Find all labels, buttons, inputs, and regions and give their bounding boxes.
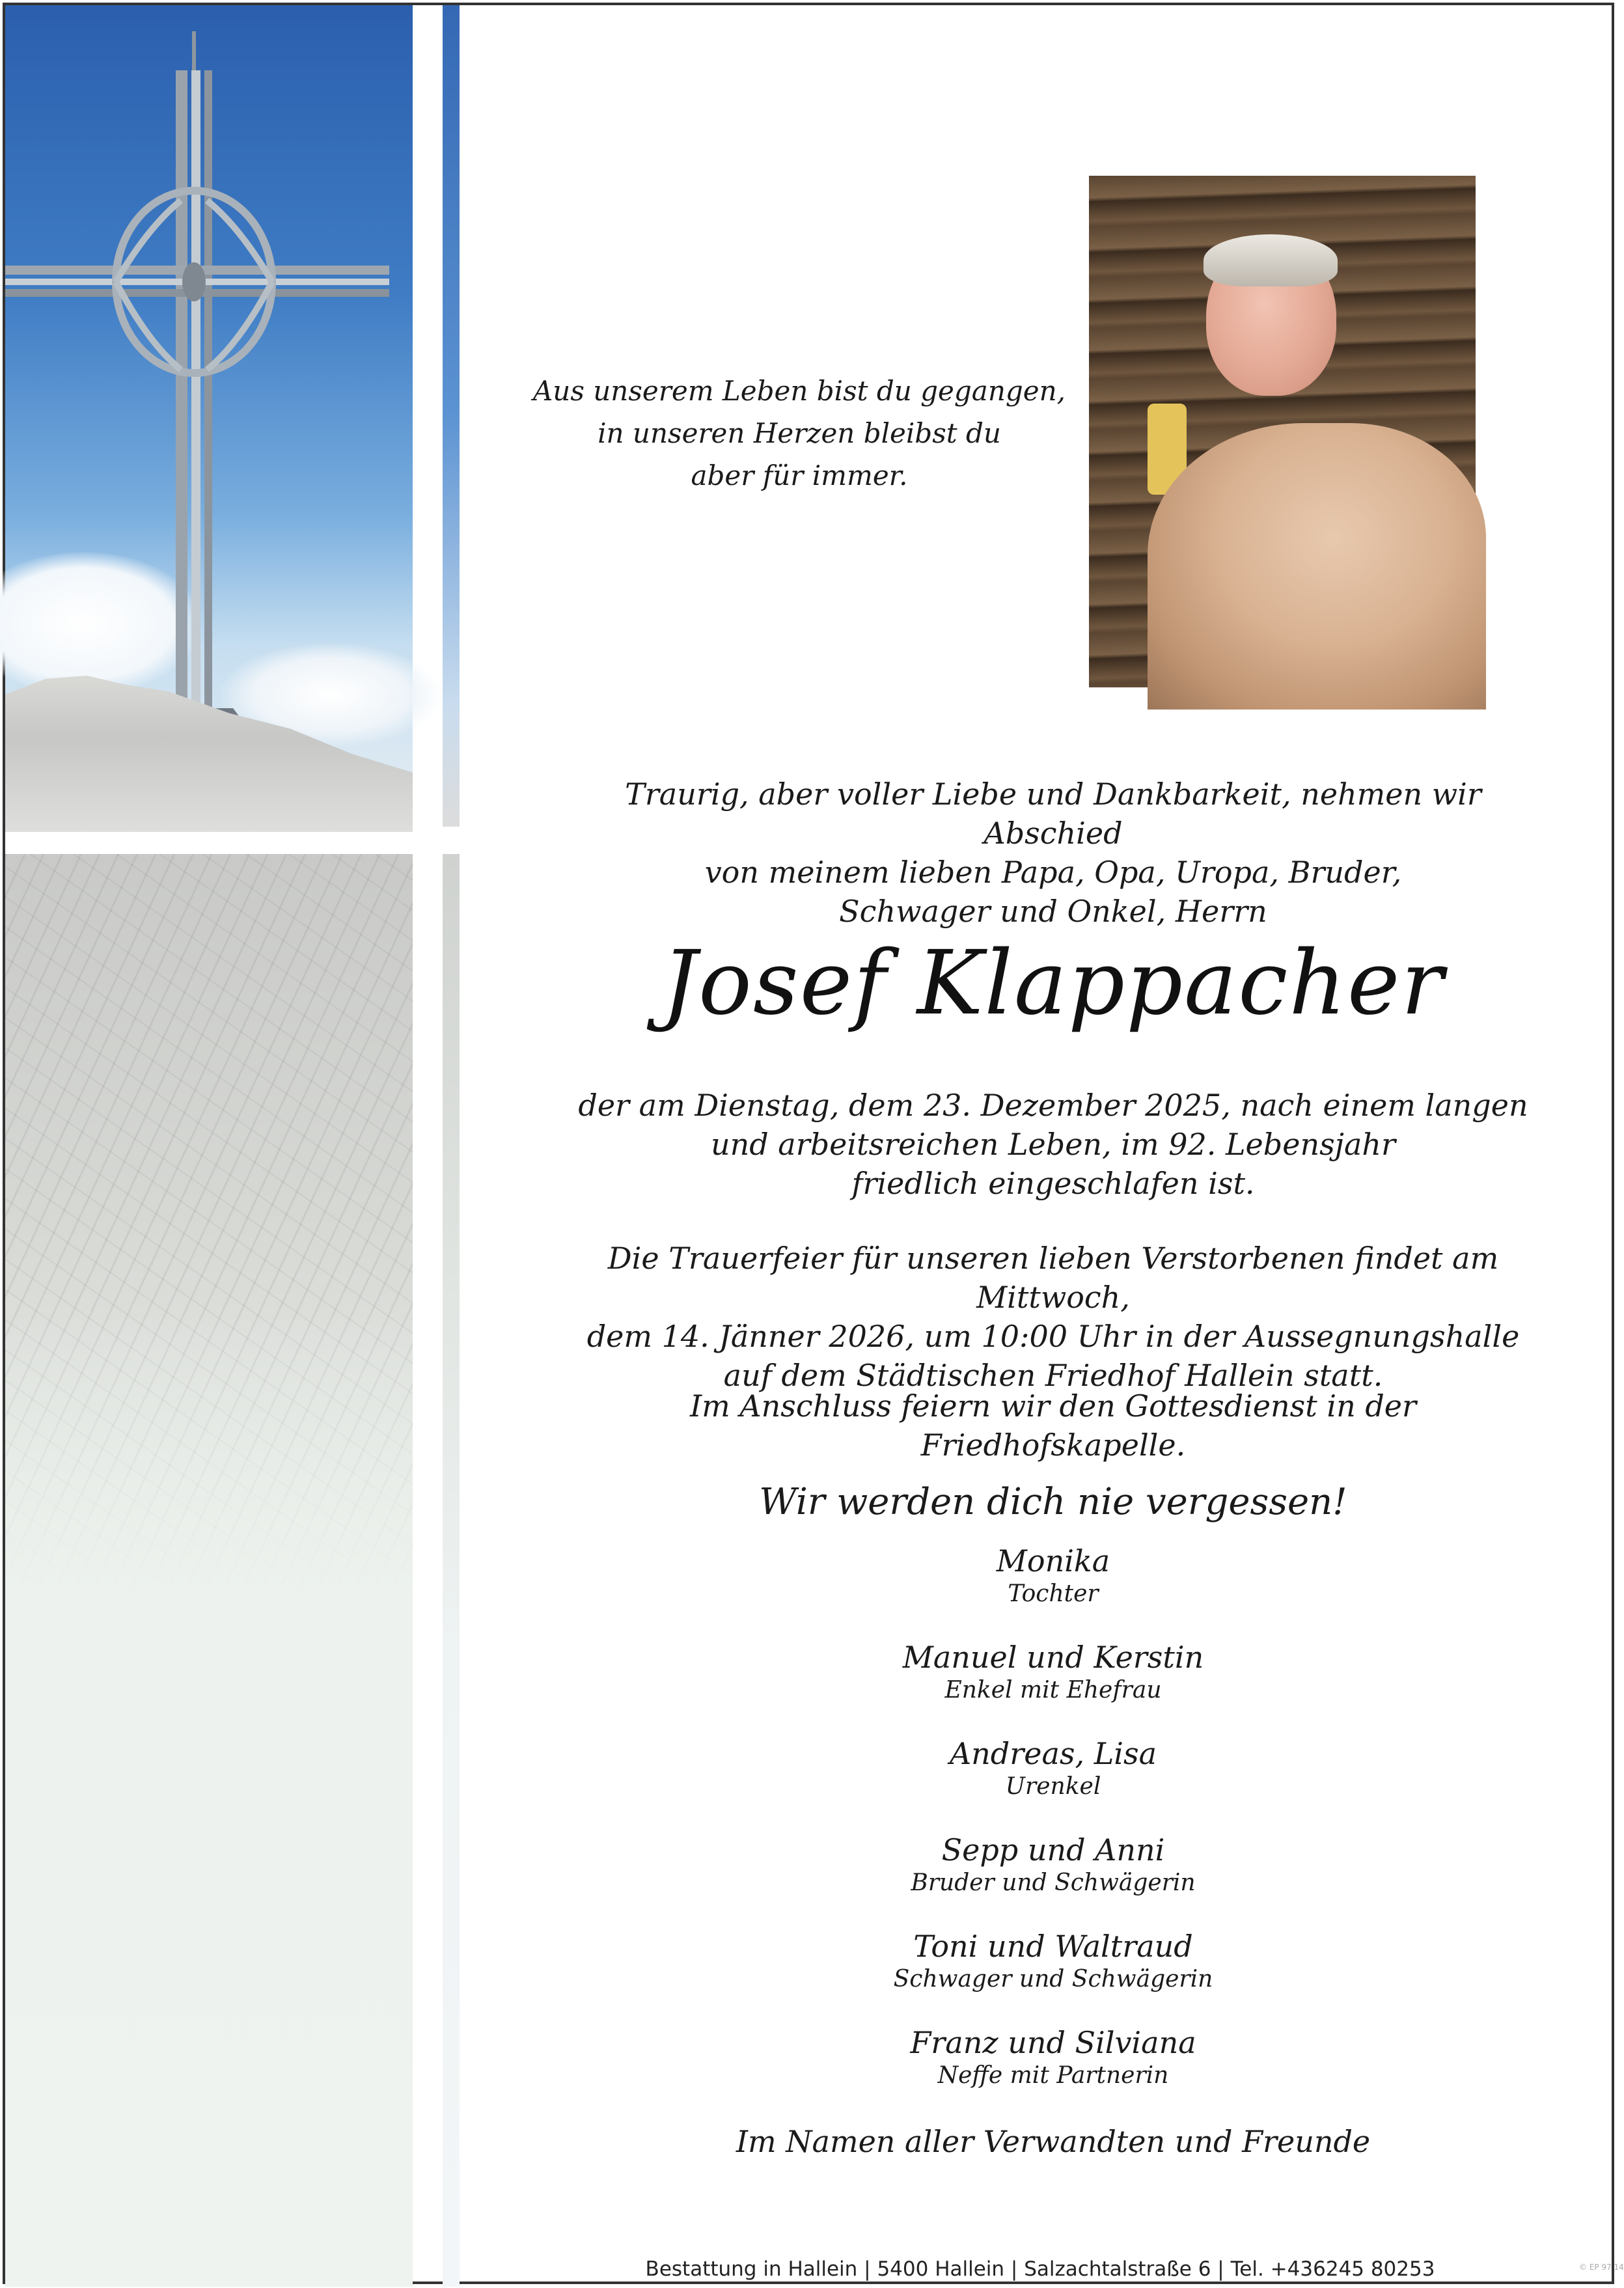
service-note: Im Anschluss feiern wir den Gottesdienst in der Friedhofskapelle. xyxy=(689,1388,1417,1463)
summit-cross-icon xyxy=(5,31,396,734)
notice-line: der am Dienstag, dem 23. Dezember 2025, nach einem langen xyxy=(578,1088,1528,1123)
mourner-name: Andreas, Lisa xyxy=(949,1736,1157,1771)
mourner-relation: Tochter xyxy=(1008,1580,1099,1607)
decorative-image-column xyxy=(5,5,461,2281)
photo-jacket xyxy=(1148,423,1486,710)
mourner-name: Manuel und Kerstin xyxy=(902,1640,1204,1675)
ceremony-line: Die Trauerfeier für unseren lieben Verstorbenen findet am Mittwoch, xyxy=(607,1241,1499,1315)
mourner-relation: Bruder und Schwägerin xyxy=(911,1869,1196,1896)
ceremony-details xyxy=(565,1239,1541,1395)
sky-strip xyxy=(443,5,460,827)
intro-line: Traurig, aber voller Liebe und Dankbarkeit, nehmen wir Abschied xyxy=(625,777,1481,851)
rock-photo-panel xyxy=(5,854,413,2287)
mourner-name: Toni und Waltraud xyxy=(913,1929,1193,1964)
parte-page xyxy=(3,3,1624,2284)
rock-strip xyxy=(443,854,460,2287)
cross-beam xyxy=(191,70,200,721)
notice-line: und arbeitsreichen Leben, im 92. Lebensjahr xyxy=(710,1127,1396,1162)
quote-line: aber für immer. xyxy=(691,460,908,491)
mourner-entry xyxy=(565,1832,1541,1928)
quote-line: in unseren Herzen bleibst du xyxy=(598,417,1001,449)
mourner-name: Franz und Silviana xyxy=(910,2025,1196,2060)
memorial-quote xyxy=(487,370,1112,497)
death-notice xyxy=(565,1086,1541,1203)
motto: Wir werden dich nie vergessen! xyxy=(759,1481,1347,1523)
mourner-entry xyxy=(565,1735,1541,1832)
mourners-list xyxy=(565,1543,1541,2121)
ceremony-line: dem 14. Jänner 2026, um 10:00 Uhr in der Aussegnungshalle xyxy=(586,1319,1520,1354)
notice-line: friedlich eingeschlafen ist. xyxy=(851,1166,1255,1201)
cross-center xyxy=(182,262,206,301)
mourner-entry xyxy=(565,1928,1541,2024)
deceased-name: Josef Klappacher xyxy=(661,932,1445,1035)
intro-line: Schwager und Onkel, Herrn xyxy=(839,894,1267,929)
mourner-relation: Schwager und Schwägerin xyxy=(893,1966,1213,1992)
rock-fade xyxy=(5,1310,413,2287)
quote-line: Aus unserem Leben bist du gegangen, xyxy=(532,375,1066,407)
funeral-home-footer: Bestattung in Hallein | 5400 Hallein | Salzachtalstraße 6 | Tel. +436245 80253 xyxy=(645,2257,1435,2281)
mourner-name: Monika xyxy=(996,1543,1110,1578)
ceremony-line: auf dem Städtischen Friedhof Hallein statt. xyxy=(723,1358,1383,1393)
print-code: © EP 97 14 xyxy=(1579,2263,1624,2272)
farewell-intro xyxy=(565,775,1541,931)
mourner-entry xyxy=(565,2024,1541,2121)
photo-hair xyxy=(1204,234,1338,286)
portrait-photo xyxy=(1089,176,1476,687)
cross-beam xyxy=(176,70,187,721)
mourner-relation: Neffe mit Partnerin xyxy=(937,2062,1169,2089)
cross-beam xyxy=(204,70,212,721)
mourner-entry xyxy=(565,1639,1541,1735)
mourner-name: Sepp und Anni xyxy=(941,1832,1165,1868)
mourner-relation: Enkel mit Ehefrau xyxy=(944,1677,1162,1703)
intro-line: von meinem lieben Papa, Opa, Uropa, Bruder, xyxy=(704,855,1402,890)
sky-photo-panel xyxy=(5,5,413,827)
closing-line: Im Namen aller Verwandten und Freunde xyxy=(736,2124,1371,2159)
mourner-entry xyxy=(565,1543,1541,1639)
mourner-relation: Urenkel xyxy=(1005,1773,1101,1800)
